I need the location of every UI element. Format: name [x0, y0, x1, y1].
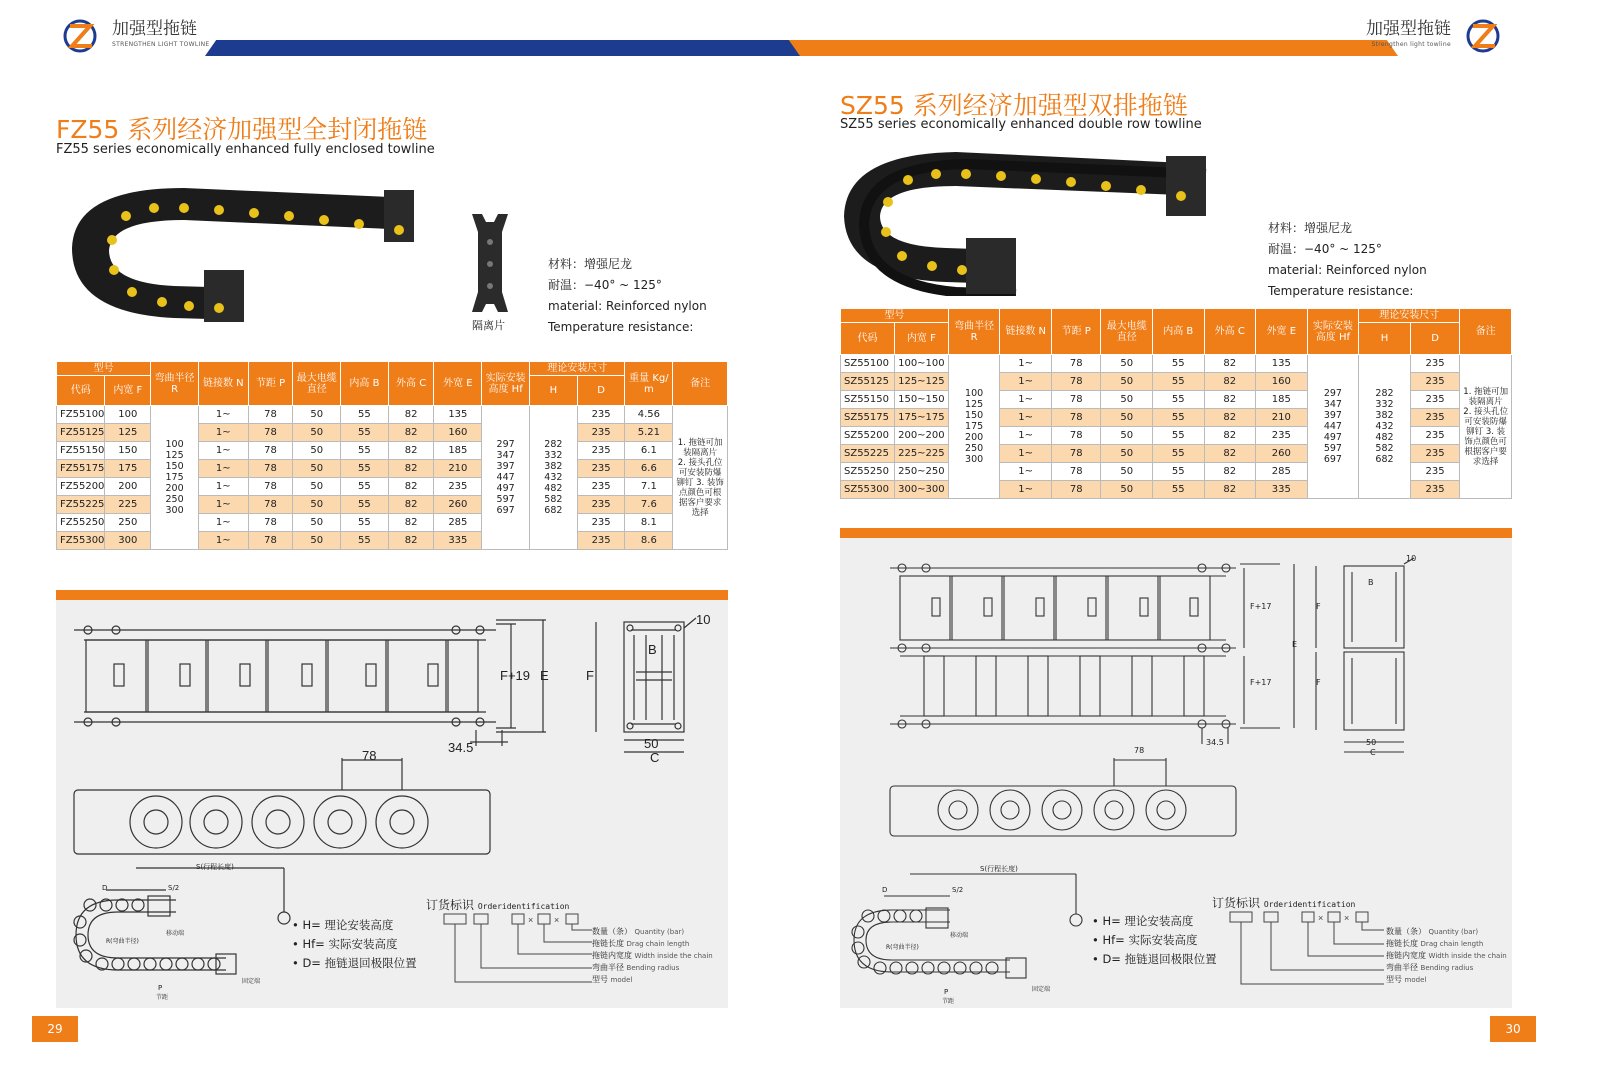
cell-code: FZ55100 [57, 406, 105, 424]
cell-inner-height: 55 [341, 406, 389, 424]
table-row [841, 481, 1512, 499]
left-chain-photo [54, 178, 424, 338]
legend-hf: Hf= 实际安装高度 [1102, 933, 1198, 947]
th-theory: 理论安装尺寸 [529, 362, 625, 376]
legend-h: H= 理论安装高度 [1102, 914, 1194, 928]
th-hf: 实际安装高度 Hf [1307, 309, 1359, 355]
dim-10: 10 [696, 612, 711, 627]
cell-pitch: 78 [248, 406, 293, 424]
cell-links: 1~ [198, 424, 248, 442]
cell-weight: 8.6 [625, 532, 673, 550]
right-spec-temp-en: Temperature resistance: [1268, 284, 1414, 298]
dim-s2: S/2 [168, 884, 180, 892]
header-band-blue [205, 40, 816, 56]
cell-code: SZ55100 [841, 355, 895, 373]
cell-cable: 50 [293, 406, 341, 424]
th-links: 链接数 N [198, 362, 248, 406]
cell-d: 235 [1410, 463, 1460, 481]
legend-hf: Hf= 实际安装高度 [302, 937, 398, 951]
th-H: H [529, 376, 577, 406]
cell-cable: 50 [1101, 427, 1153, 445]
cell-outer-width: 210 [1256, 409, 1308, 427]
dim-f17-bottom: F+17 [1250, 678, 1272, 687]
cell-cable: 50 [293, 532, 341, 550]
table-row [841, 355, 1512, 373]
right-spec-material-en: material: Reinforced nylon [1268, 263, 1427, 277]
th-model: 型号 [57, 362, 151, 376]
cell-inner-width: 200~200 [894, 427, 948, 445]
cell-pitch: 78 [1051, 427, 1101, 445]
th-pitch: 节距 P [248, 362, 293, 406]
cell-links: 1~ [198, 442, 248, 460]
dim-b: B [1368, 578, 1374, 587]
th-links: 链接数 N [1000, 309, 1052, 355]
cell-links: 1~ [1000, 391, 1052, 409]
cell-inner-height: 55 [1152, 427, 1204, 445]
cell-d: 235 [1410, 445, 1460, 463]
cell-inner-height: 55 [341, 460, 389, 478]
dim-s2: S/2 [952, 886, 964, 894]
brand-logo-icon [54, 12, 106, 56]
th-outer-w: 外宽 E [1256, 309, 1308, 355]
cell-code: SZ55125 [841, 373, 895, 391]
dim-c: C [1370, 748, 1376, 757]
dim-fixed: 固定端 [242, 978, 261, 985]
cell-links: 1~ [1000, 409, 1052, 427]
cell-H-values: 282 332 382 432 482 582 682 [529, 406, 577, 550]
cell-d: 235 [1410, 481, 1460, 499]
cell-code: FZ55175 [57, 460, 105, 478]
cell-cable: 50 [293, 514, 341, 532]
cell-outer-height: 82 [388, 514, 434, 532]
cell-inner-width: 150 [105, 442, 151, 460]
cell-code: SZ55200 [841, 427, 895, 445]
cell-cable: 50 [1101, 373, 1153, 391]
cell-cable: 50 [293, 442, 341, 460]
dim-d: D [882, 886, 888, 894]
cell-d: 235 [1410, 355, 1460, 373]
th-inner-w: 内宽 F [105, 376, 151, 406]
cell-inner-height: 55 [1152, 463, 1204, 481]
table-row [841, 391, 1512, 409]
cell-code: FZ55150 [57, 442, 105, 460]
cell-outer-height: 82 [1204, 463, 1256, 481]
cell-code: SZ55225 [841, 445, 895, 463]
dim-r: R(弯曲半径) [886, 944, 919, 951]
th-note: 备注 [673, 362, 728, 406]
cell-d: 235 [577, 406, 625, 424]
cell-weight: 5.21 [625, 424, 673, 442]
cell-pitch: 78 [1051, 409, 1101, 427]
dim-50: 50 [1366, 738, 1377, 747]
cell-links: 1~ [198, 514, 248, 532]
cell-links: 1~ [1000, 481, 1052, 499]
legend-h: H= 理论安装高度 [302, 918, 394, 932]
dim-pitch: 节距 [942, 998, 955, 1005]
right-spec-material-cn: 材料：增强尼龙 [1268, 221, 1353, 235]
cell-inner-height: 55 [341, 442, 389, 460]
left-spec-temp-cn: 耐温：−40° ~ 125° [548, 278, 662, 292]
left-spec-material-en: material: Reinforced nylon [548, 299, 707, 313]
right-order-lines: 数量（条） Quantity (bar) 拖链长度 Drag chain length 拖链内宽度 Width inside the chain 弯曲半径 Bending radius 型号 model [1386, 927, 1507, 984]
right-brand-sub: Strengthen light towline [1371, 40, 1451, 48]
cell-cable: 50 [1101, 355, 1153, 373]
cell-cable: 50 [293, 496, 341, 514]
cell-outer-width: 335 [434, 532, 482, 550]
table-row [841, 373, 1512, 391]
cell-outer-width: 185 [434, 442, 482, 460]
cell-code: FZ55125 [57, 424, 105, 442]
cell-note: 1. 拖链可加装隔离片 2. 接头孔位可安装防爆铆钉 3. 装饰点颜色可根据客户要求选择 [1460, 355, 1512, 499]
cell-pitch: 78 [248, 478, 293, 496]
left-drawing-panel [56, 600, 728, 1008]
cell-inner-height: 55 [1152, 481, 1204, 499]
cell-inner-width: 200 [105, 478, 151, 496]
table-row [841, 463, 1512, 481]
cell-outer-height: 82 [388, 424, 434, 442]
cell-links: 1~ [1000, 445, 1052, 463]
cell-cable: 50 [1101, 409, 1153, 427]
cell-outer-width: 210 [434, 460, 482, 478]
th-hf: 实际安装高度 Hf [482, 362, 530, 406]
svg-text:×: × [1318, 913, 1324, 923]
cell-inner-height: 55 [1152, 445, 1204, 463]
th-inner-h: 内高 B [1152, 309, 1204, 355]
dim-78: 78 [362, 748, 377, 763]
th-cable: 最大电缆直径 [1101, 309, 1153, 355]
cell-pitch: 78 [248, 514, 293, 532]
cell-d: 235 [1410, 391, 1460, 409]
cell-outer-height: 82 [1204, 481, 1256, 499]
cell-inner-width: 300~300 [894, 481, 948, 499]
cell-cable: 50 [1101, 463, 1153, 481]
dim-f17-top: F+17 [1250, 602, 1272, 611]
cell-inner-width: 100~100 [894, 355, 948, 373]
cell-pitch: 78 [1051, 391, 1101, 409]
dim-move: 移动端 [166, 930, 185, 937]
cell-weight: 6.1 [625, 442, 673, 460]
cell-code: FZ55300 [57, 532, 105, 550]
cell-pitch: 78 [248, 442, 293, 460]
cell-outer-height: 82 [388, 460, 434, 478]
th-bend: 弯曲半径 R [948, 309, 1000, 355]
dim-b: B [648, 642, 657, 657]
cell-outer-width: 160 [1256, 373, 1308, 391]
dim-move: 移动端 [950, 932, 969, 939]
cell-outer-width: 135 [434, 406, 482, 424]
cell-inner-height: 55 [341, 478, 389, 496]
cell-inner-height: 55 [341, 424, 389, 442]
table-row [57, 406, 728, 424]
cell-inner-width: 175~175 [894, 409, 948, 427]
page-number-right: 30 [1490, 1016, 1536, 1042]
cell-inner-width: 150~150 [894, 391, 948, 409]
dim-c: C [650, 750, 660, 765]
cell-pitch: 78 [1051, 481, 1101, 499]
cell-outer-height: 82 [1204, 445, 1256, 463]
cell-links: 1~ [198, 406, 248, 424]
cell-cable: 50 [293, 424, 341, 442]
th-H: H [1359, 323, 1411, 355]
cell-links: 1~ [1000, 463, 1052, 481]
cell-d: 235 [1410, 373, 1460, 391]
cell-d: 235 [1410, 427, 1460, 445]
cell-inner-width: 250~250 [894, 463, 948, 481]
svg-text:×: × [528, 915, 534, 925]
cell-cable: 50 [1101, 391, 1153, 409]
cell-outer-height: 82 [1204, 409, 1256, 427]
cell-inner-width: 100 [105, 406, 151, 424]
dim-345: 34.5 [448, 740, 474, 755]
cell-links: 1~ [198, 496, 248, 514]
cell-links: 1~ [198, 532, 248, 550]
cell-links: 1~ [1000, 373, 1052, 391]
th-D: D [1410, 323, 1460, 355]
th-D: D [577, 376, 625, 406]
cell-outer-width: 335 [1256, 481, 1308, 499]
th-theory: 理论安装尺寸 [1359, 309, 1460, 323]
cell-d: 235 [577, 424, 625, 442]
right-spec-temp-cn: 耐温：−40° ~ 125° [1268, 242, 1382, 256]
cell-pitch: 78 [1051, 355, 1101, 373]
cell-links: 1~ [1000, 427, 1052, 445]
cell-inner-width: 225 [105, 496, 151, 514]
cell-inner-height: 55 [1152, 373, 1204, 391]
cell-code: FZ55200 [57, 478, 105, 496]
th-cable: 最大电缆直径 [293, 362, 341, 406]
dim-f19: F+19 [500, 668, 530, 683]
cell-weight: 7.1 [625, 478, 673, 496]
cell-weight: 8.1 [625, 514, 673, 532]
cell-cable: 50 [1101, 481, 1153, 499]
left-title-en: FZ55 series economically enhanced fully enclosed towline [56, 142, 435, 157]
cell-outer-height: 82 [388, 478, 434, 496]
cell-outer-height: 82 [1204, 373, 1256, 391]
cell-code: SZ55150 [841, 391, 895, 409]
right-title-cn: SZ55 系列经济加强型双排拖链 [840, 91, 1188, 120]
cell-pitch: 78 [1051, 373, 1101, 391]
cell-inner-height: 55 [341, 496, 389, 514]
th-outer-h: 外高 C [388, 362, 434, 406]
page-number-left: 29 [32, 1016, 78, 1042]
right-logo [1366, 12, 1509, 56]
cell-code: FZ55250 [57, 514, 105, 532]
cell-note: 1. 拖链可加装隔离片 2. 接头孔位可安装防爆铆钉 3. 装饰点颜色可根据客户要求选择 [673, 406, 728, 550]
cell-links: 1~ [198, 460, 248, 478]
separator-label: 隔离片 [472, 319, 505, 332]
right-title-en: SZ55 series economically enhanced double row towline [840, 117, 1202, 132]
right-spec [1268, 218, 1427, 302]
cell-outer-height: 82 [1204, 355, 1256, 373]
left-spec-table [56, 361, 728, 550]
cell-d: 235 [1410, 409, 1460, 427]
cell-code: FZ55225 [57, 496, 105, 514]
left-spec-temp-en: Temperature resistance: [548, 320, 694, 334]
left-brand-name: 加强型拖链 [112, 18, 197, 39]
dim-s: S(行程长度) [980, 865, 1018, 873]
dim-f-bottom: F [1316, 678, 1321, 687]
cell-d: 235 [577, 496, 625, 514]
cell-pitch: 78 [248, 424, 293, 442]
dim-345: 34.5 [1206, 738, 1224, 747]
cell-d: 235 [577, 442, 625, 460]
cell-pitch: 78 [1051, 463, 1101, 481]
left-brand-sub: STRENGTHEN LIGHT TOWLINE [112, 40, 210, 48]
dim-10: 10 [1406, 554, 1417, 563]
cell-cable: 50 [1101, 445, 1153, 463]
cell-code: SZ55300 [841, 481, 895, 499]
cell-d: 235 [577, 478, 625, 496]
th-note: 备注 [1460, 309, 1512, 355]
cell-weight: 6.6 [625, 460, 673, 478]
right-order-title: 订货标识 Orderidentification [1212, 896, 1356, 910]
th-weight: 重量 Kg/ m [625, 362, 673, 406]
cell-pitch: 78 [248, 460, 293, 478]
separator-icon [468, 212, 512, 314]
cell-inner-height: 55 [341, 514, 389, 532]
left-logo [54, 12, 209, 56]
cell-d: 235 [577, 460, 625, 478]
cell-inner-width: 125 [105, 424, 151, 442]
dim-f: F [586, 668, 594, 683]
cell-pitch: 78 [248, 532, 293, 550]
cell-inner-height: 55 [1152, 391, 1204, 409]
cell-outer-height: 82 [1204, 427, 1256, 445]
cell-links: 1~ [1000, 355, 1052, 373]
left-title-cn: FZ55 系列经济加强型全封闭拖链 [56, 115, 428, 144]
cell-inner-width: 125~125 [894, 373, 948, 391]
svg-text:×: × [1344, 913, 1350, 923]
right-chain-photo [836, 146, 1216, 296]
left-order-title: 订货标识 Orderidentification [426, 898, 570, 912]
svg-text:×: × [554, 915, 560, 925]
cell-pitch: 78 [1051, 445, 1101, 463]
th-model: 型号 [841, 309, 949, 323]
cell-cable: 50 [293, 460, 341, 478]
left-panel-bar [56, 590, 728, 600]
cell-outer-width: 260 [1256, 445, 1308, 463]
dim-p: P [944, 988, 949, 996]
dim-pitch: 节距 [156, 994, 169, 1001]
right-drawing-panel [840, 538, 1512, 1008]
th-inner-w: 内宽 F [894, 323, 948, 355]
dim-p: P [158, 984, 163, 992]
cell-d: 235 [577, 532, 625, 550]
cell-outer-height: 82 [388, 532, 434, 550]
th-bend: 弯曲半径 R [151, 362, 199, 406]
th-code: 代码 [57, 376, 105, 406]
left-spec [548, 254, 707, 338]
cell-inner-height: 55 [1152, 355, 1204, 373]
cell-outer-width: 160 [434, 424, 482, 442]
header-band-orange [789, 40, 1398, 56]
right-spec-table [840, 308, 1512, 499]
cell-inner-height: 55 [1152, 409, 1204, 427]
cell-inner-width: 250 [105, 514, 151, 532]
cell-bend-values: 100 125 150 175 200 250 300 [948, 355, 1000, 499]
cell-inner-width: 175 [105, 460, 151, 478]
th-code: 代码 [841, 323, 895, 355]
dim-s: S(行程长度) [196, 863, 234, 871]
cell-bend-values: 100 125 150 175 200 250 300 [151, 406, 199, 550]
cell-outer-width: 285 [434, 514, 482, 532]
cell-outer-height: 82 [388, 442, 434, 460]
cell-outer-width: 260 [434, 496, 482, 514]
left-spec-material-cn: 材料：增强尼龙 [548, 257, 633, 271]
cell-outer-height: 82 [388, 406, 434, 424]
cell-d: 235 [577, 514, 625, 532]
cell-outer-height: 82 [1204, 391, 1256, 409]
legend-d: D= 拖链退回极限位置 [1102, 952, 1217, 966]
cell-outer-width: 235 [434, 478, 482, 496]
table-row [841, 427, 1512, 445]
dim-d: D [102, 884, 108, 892]
cell-outer-width: 185 [1256, 391, 1308, 409]
th-outer-w: 外宽 E [434, 362, 482, 406]
dim-50: 50 [644, 736, 659, 751]
cell-inner-height: 55 [341, 532, 389, 550]
cell-code: SZ55175 [841, 409, 895, 427]
cell-outer-width: 135 [1256, 355, 1308, 373]
cell-outer-width: 285 [1256, 463, 1308, 481]
cell-cable: 50 [293, 478, 341, 496]
cell-weight: 4.56 [625, 406, 673, 424]
dim-e: E [540, 668, 549, 683]
cell-inner-width: 225~225 [894, 445, 948, 463]
right-brand-name: 加强型拖链 [1366, 18, 1451, 39]
cell-H-values: 282 332 382 432 482 582 682 [1359, 355, 1411, 499]
dim-e: E [1292, 640, 1298, 649]
cell-hf-values: 297 347 397 447 497 597 697 [1307, 355, 1359, 499]
dim-fixed: 固定端 [1032, 986, 1051, 993]
cell-hf-values: 297 347 397 447 497 597 697 [482, 406, 530, 550]
table-row [841, 409, 1512, 427]
dim-r: R(弯曲半径) [106, 938, 139, 945]
cell-pitch: 78 [248, 496, 293, 514]
right-legend: • H= 理论安装高度 • Hf= 实际安装高度 • D= 拖链退回极限位置 [1092, 914, 1217, 966]
th-outer-h: 外高 C [1204, 309, 1256, 355]
cell-links: 1~ [198, 478, 248, 496]
brand-logo-icon [1457, 12, 1509, 56]
left-legend: • H= 理论安装高度 • Hf= 实际安装高度 • D= 拖链退回极限位置 [292, 918, 417, 970]
cell-code: SZ55250 [841, 463, 895, 481]
right-panel-bar [840, 528, 1512, 538]
dim-78: 78 [1134, 746, 1145, 755]
dim-f-top: F [1316, 602, 1321, 611]
table-row [841, 445, 1512, 463]
legend-d: D= 拖链退回极限位置 [302, 956, 417, 970]
cell-outer-width: 235 [1256, 427, 1308, 445]
th-pitch: 节距 P [1051, 309, 1101, 355]
left-order-lines: 数量（条） Quantity (bar) 拖链长度 Drag chain length 拖链内宽度 Width inside the chain 弯曲半径 Bending radius 型号 model [592, 927, 713, 984]
cell-outer-height: 82 [388, 496, 434, 514]
th-inner-h: 内高 B [341, 362, 389, 406]
right-order-diagram [1228, 910, 1388, 994]
left-order-diagram [442, 912, 602, 992]
cell-weight: 7.6 [625, 496, 673, 514]
cell-inner-width: 300 [105, 532, 151, 550]
